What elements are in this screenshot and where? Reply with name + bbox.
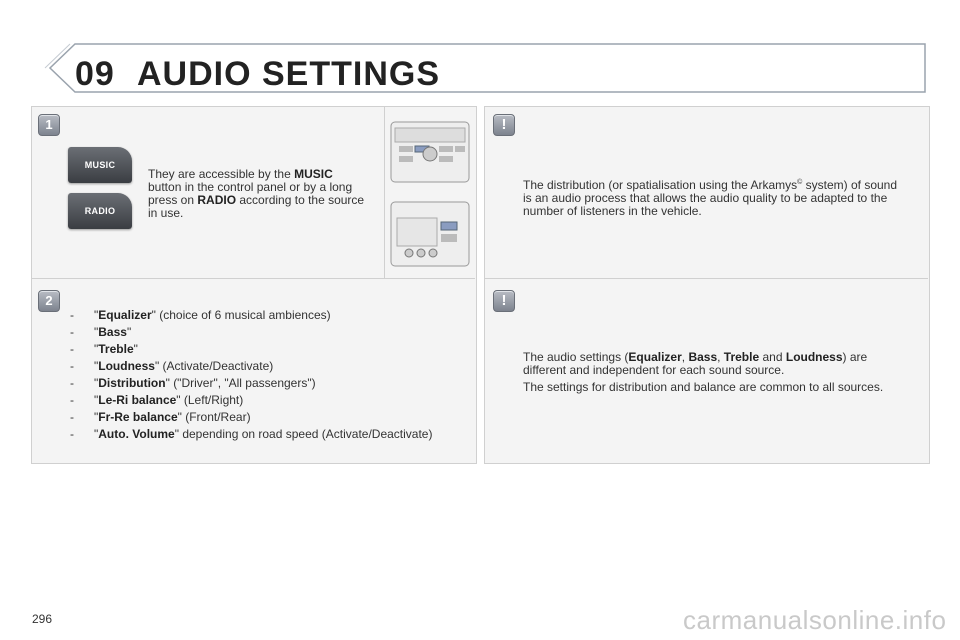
note-keyword: Treble: [723, 350, 760, 364]
item-label: Fr-Re balance: [98, 410, 178, 424]
note-line1-post: system) of sound: [802, 178, 898, 192]
item-label: Equalizer: [98, 308, 152, 322]
item-desc: " ("Driver", "All passengers"): [165, 376, 316, 390]
item-desc: " (Activate/Deactivate): [154, 359, 274, 373]
list-item: - "Auto. Volume" depending on road speed (Activate/Deactivate): [70, 427, 433, 441]
note-keyword: Bass: [688, 350, 718, 364]
chapter-header: [0, 0, 960, 100]
item-label: Le-Ri balance: [98, 393, 177, 407]
chapter-number: 09: [75, 55, 115, 93]
note-text: ,: [681, 350, 689, 364]
item-desc: " (Left/Right): [176, 393, 244, 407]
step-1-badge: 1: [38, 114, 60, 136]
item-label: Auto. Volume: [98, 427, 175, 441]
list-item: - "Distribution" ("Driver", "All passengers"): [70, 376, 316, 390]
list-item: - "Bass": [70, 325, 132, 339]
note-line1: The distribution (or spatialisation using the Arkamys: [523, 178, 798, 192]
item-desc: " (Front/Rear): [177, 410, 251, 424]
common-settings-note: The settings for distribution and balance are common to all sources.: [523, 380, 884, 394]
warning-icon: !: [493, 290, 515, 312]
chapter-title: AUDIO SETTINGS: [137, 55, 441, 93]
step-1-text: [148, 168, 383, 220]
radio-keyword: RADIO: [197, 193, 237, 207]
image-divider: [384, 107, 385, 278]
distribution-note: [523, 176, 928, 218]
note-keyword: Equalizer: [628, 350, 682, 364]
item-label: Bass: [98, 325, 127, 339]
right-section-divider: [485, 278, 928, 279]
right-panel: [484, 106, 930, 464]
left-section-divider: [32, 278, 475, 279]
settings-list: [70, 307, 432, 443]
item-desc: " (choice of 6 musical ambiences): [151, 308, 331, 322]
list-item: - "Equalizer" (choice of 6 musical ambiences): [70, 308, 331, 322]
step-1-line3-post: according to the source: [236, 193, 365, 207]
list-item: - "Loudness" (Activate/Deactivate): [70, 359, 274, 373]
step-1-line1: They are accessible by the: [148, 167, 295, 181]
note-line2: is an audio process that allows the audio quality to be adapted to the: [523, 191, 888, 205]
note-keyword: Loudness: [785, 350, 843, 364]
item-label: Loudness: [98, 359, 155, 373]
music-keyword: MUSIC: [294, 167, 333, 181]
note-text: The audio settings (: [523, 350, 629, 364]
note-text: ,: [717, 350, 724, 364]
page-number: 296: [32, 612, 53, 626]
music-button-image: MUSIC: [68, 147, 132, 183]
note-line3: number of listeners in the vehicle.: [523, 204, 702, 218]
radio-button-image: RADIO: [68, 193, 132, 229]
note-text: ) are: [842, 350, 868, 364]
list-item: - "Treble": [70, 342, 138, 356]
control-panel-illustration: [389, 118, 471, 270]
note-text: and: [759, 350, 786, 364]
item-label: Treble: [98, 342, 134, 356]
settings-note: [523, 351, 928, 377]
item-desc: ": [133, 342, 138, 356]
note-text: different and independent for each sound source.: [523, 363, 785, 377]
item-label: Distribution: [98, 376, 166, 390]
step-1-line4: in use.: [148, 206, 184, 220]
item-desc: " depending on road speed (Activate/Deactivate): [174, 427, 433, 441]
list-item: - "Fr-Re balance" (Front/Rear): [70, 410, 251, 424]
copyright-mark: ©: [797, 179, 803, 186]
step-1-line3: press on: [148, 193, 198, 207]
watermark: carmanualsonline.info: [683, 605, 947, 635]
item-desc: ": [126, 325, 132, 339]
list-item: - "Le-Ri balance" (Left/Right): [70, 393, 244, 407]
step-2-badge: 2: [38, 290, 60, 312]
warning-icon: !: [493, 114, 515, 136]
step-1-line2: button in the control panel or by a long: [148, 180, 353, 194]
